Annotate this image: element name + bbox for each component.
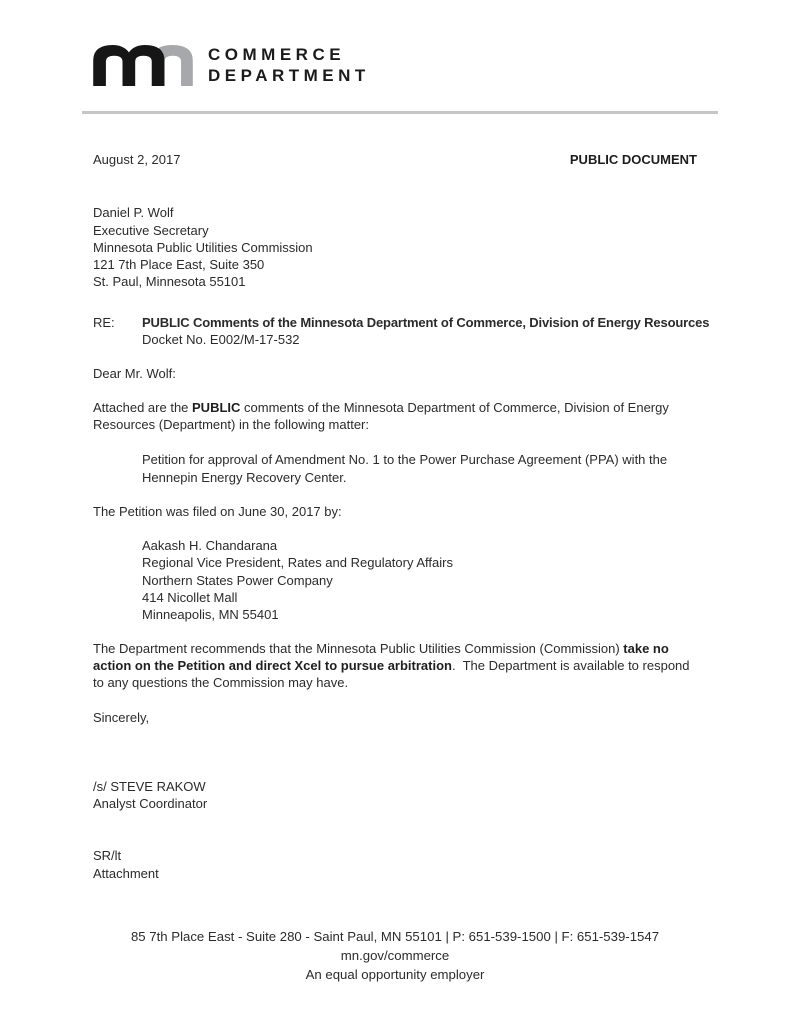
filer-address-block: [142, 537, 697, 623]
intro-pre: Attached are the: [93, 399, 193, 415]
typist-initials: SR/lt: [93, 848, 122, 864]
mn-logo-m-black: [93, 45, 164, 86]
filer-city: Minneapolis, MN 55401: [142, 607, 279, 623]
footer-eeo-line: An equal opportunity employer: [305, 967, 485, 983]
closing-sincerely: Sincerely,: [93, 709, 150, 725]
reference-block: [93, 847, 697, 882]
filed-line: The Petition was filed on June 30, 2017 by:: [93, 503, 342, 519]
recommendation-paragraph: [93, 640, 697, 692]
recommendation-pre: The Department recommends that the Minnesota Public Utilities Commission (Commission): [93, 640, 624, 656]
filer-street: 414 Nicollet Mall: [142, 590, 238, 606]
letter-date: August 2, 2017: [93, 152, 181, 167]
footer-website: mn.gov/commerce: [340, 948, 450, 964]
recipient-city: St. Paul, Minnesota 55101: [93, 274, 246, 290]
recipient-name: Daniel P. Wolf: [93, 205, 174, 221]
re-docket-number: Docket No. E002/M-17-532: [142, 332, 300, 348]
public-document-label: PUBLIC DOCUMENT: [569, 152, 697, 167]
filer-name: Aakash H. Chandarana: [142, 538, 278, 554]
recipient-org: Minnesota Public Utilities Commission: [93, 239, 313, 255]
commerce-department-logo: [93, 44, 697, 86]
recipient-address-block: [93, 204, 697, 290]
letter-footer: [93, 927, 697, 984]
intro-post: comments of the Minnesota Department of Commerce, Division of Energy Resources (Department) in the following matter:: [93, 399, 669, 432]
footer-address-phone: 85 7th Place East - Suite 280 - Saint Paul, MN 55101 | P: 651-539-1500 | F: 651-539-1547: [130, 929, 660, 945]
petition-paragraph: Petition for approval of Amendment No. 1 to the Power Purchase Agreement (PPA) with the Hennepin Energy Recovery Center.: [142, 452, 668, 485]
re-label: RE:: [93, 314, 115, 330]
filer-company: Northern States Power Company: [142, 572, 333, 588]
filer-title: Regional Vice President, Rates and Regulatory Affairs: [142, 555, 453, 571]
recommendation-bold: take no action on the Petition and direct Xcel to pursue arbitration: [93, 640, 673, 673]
commerce-wordmark: [208, 44, 370, 86]
intro-public-bold: PUBLIC: [192, 399, 241, 415]
mn-logo-icon: [93, 45, 193, 86]
re-content: [142, 314, 709, 349]
signature-block: [93, 778, 697, 813]
intro-paragraph: [93, 399, 697, 434]
attachment-note: Attachment: [93, 865, 159, 881]
signer-title: Analyst Coordinator: [93, 796, 208, 812]
wordmark-line-department: DEPARTMENT: [208, 66, 370, 85]
signature-line: /s/ STEVE RAKOW: [93, 778, 206, 794]
header-divider-rule: [82, 111, 718, 114]
recommendation-post: . The Department is available to respond to any questions the Commission may have.: [93, 657, 694, 691]
recipient-street: 121 7th Place East, Suite 350: [93, 257, 265, 273]
re-block: [93, 314, 710, 349]
re-subject: PUBLIC Comments of the Minnesota Department of Commerce, Division of Energy Resources: [142, 314, 710, 330]
wordmark-line-commerce: COMMERCE: [208, 45, 346, 64]
salutation: Dear Mr. Wolf:: [93, 366, 176, 382]
recipient-title: Executive Secretary: [93, 222, 209, 238]
date-row: [93, 151, 697, 168]
